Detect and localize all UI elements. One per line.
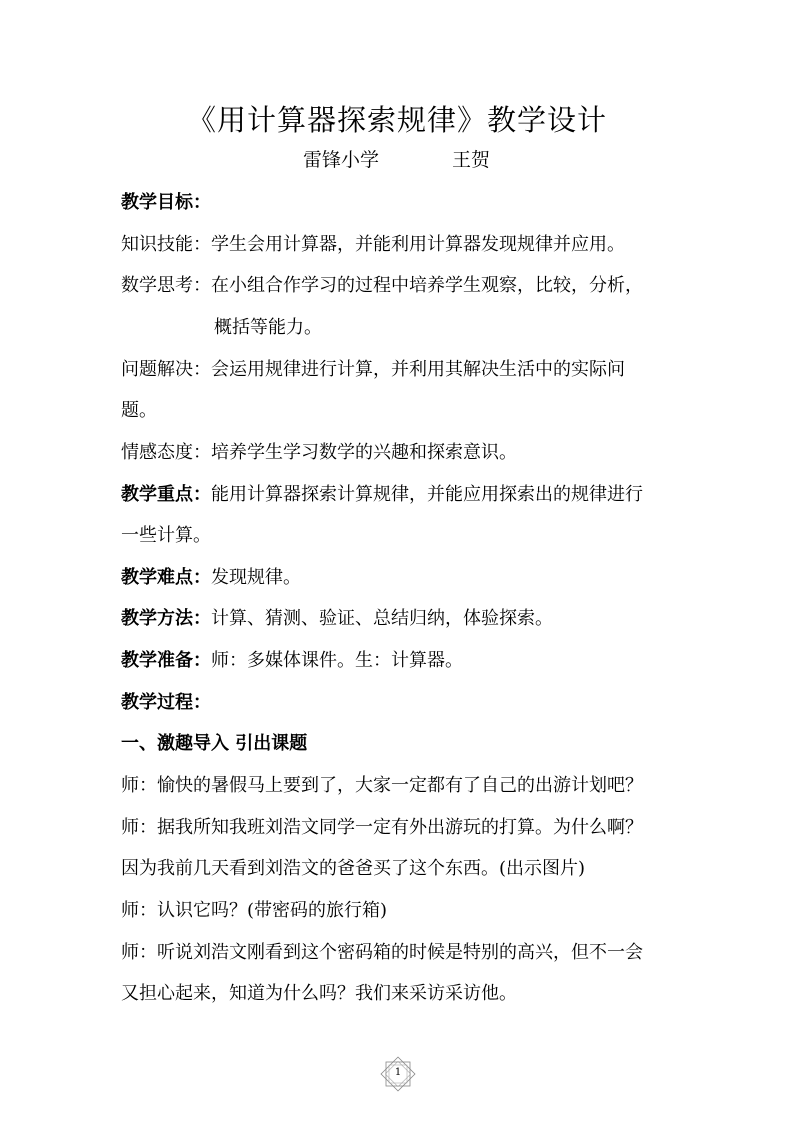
methods-row bbox=[121, 606, 681, 632]
dialog-line-5: 师：听说刘浩文刚看到这个密码箱的时候是特别的高兴，但不一会 bbox=[121, 942, 643, 963]
key-points-row bbox=[121, 482, 681, 508]
math-thinking-cont: 概括等能力。 bbox=[214, 317, 322, 338]
dialog-line-3: 因为我前几天看到刘浩文的爸爸买了这个东西。(出示图片) bbox=[121, 858, 586, 879]
difficulty-label: 教学难点： bbox=[121, 567, 211, 588]
key-points-label: 教学重点： bbox=[121, 484, 211, 505]
knowledge-skills: 知识技能：学生会用计算器，并能利用计算器发现规律并应用。 bbox=[121, 234, 625, 255]
key-points-cont: 一些计算。 bbox=[121, 525, 211, 546]
page-number: 1 bbox=[394, 1067, 402, 1078]
author-name: 王贺 bbox=[452, 149, 491, 171]
difficulty-text: 发现规律。 bbox=[211, 567, 301, 588]
methods-text: 计算、猜测、验证、总结归纳，体验探索。 bbox=[211, 608, 553, 629]
dialog-line-4: 师：认识它吗？(带密码的旅行箱) bbox=[121, 900, 388, 921]
problem-solving-cont: 题。 bbox=[121, 400, 157, 421]
difficulty-row bbox=[121, 565, 681, 591]
school-name: 雷锋小学 bbox=[303, 149, 380, 171]
dialog-line-2: 师：据我所知我班刘浩文同学一定有外出游玩的打算。为什么啊？ bbox=[121, 817, 643, 838]
dialog-line-6: 又担心起来，知道为什么吗？我们来采访采访他。 bbox=[121, 983, 517, 1004]
document-title: 《用计算器探索规律》教学设计 bbox=[186, 103, 607, 137]
preparation-row bbox=[121, 648, 681, 674]
dialog-line-1: 师：愉快的暑假马上要到了，大家一定都有了自己的出游计划吧？ bbox=[121, 775, 643, 796]
page-number-badge bbox=[378, 1054, 418, 1094]
process-heading: 教学过程： bbox=[121, 692, 211, 713]
preparation-label: 教学准备： bbox=[121, 650, 211, 671]
math-thinking: 数学思考：在小组合作学习的过程中培养学生观察，比较，分析， bbox=[121, 275, 643, 296]
section-one-heading: 一、激趣导入 引出课题 bbox=[121, 733, 308, 754]
attitude: 情感态度：培养学生学习数学的兴趣和探索意识。 bbox=[121, 442, 517, 463]
problem-solving: 问题解决：会运用规律进行计算，并利用其解决生活中的实际问 bbox=[121, 359, 625, 380]
teaching-goals-heading: 教学目标： bbox=[121, 192, 211, 213]
preparation-text: 师：多媒体课件。生：计算器。 bbox=[211, 650, 463, 671]
methods-label: 教学方法： bbox=[121, 608, 211, 629]
key-points-text: 能用计算器探索计算规律，并能应用探索出的规律进行 bbox=[211, 484, 643, 505]
